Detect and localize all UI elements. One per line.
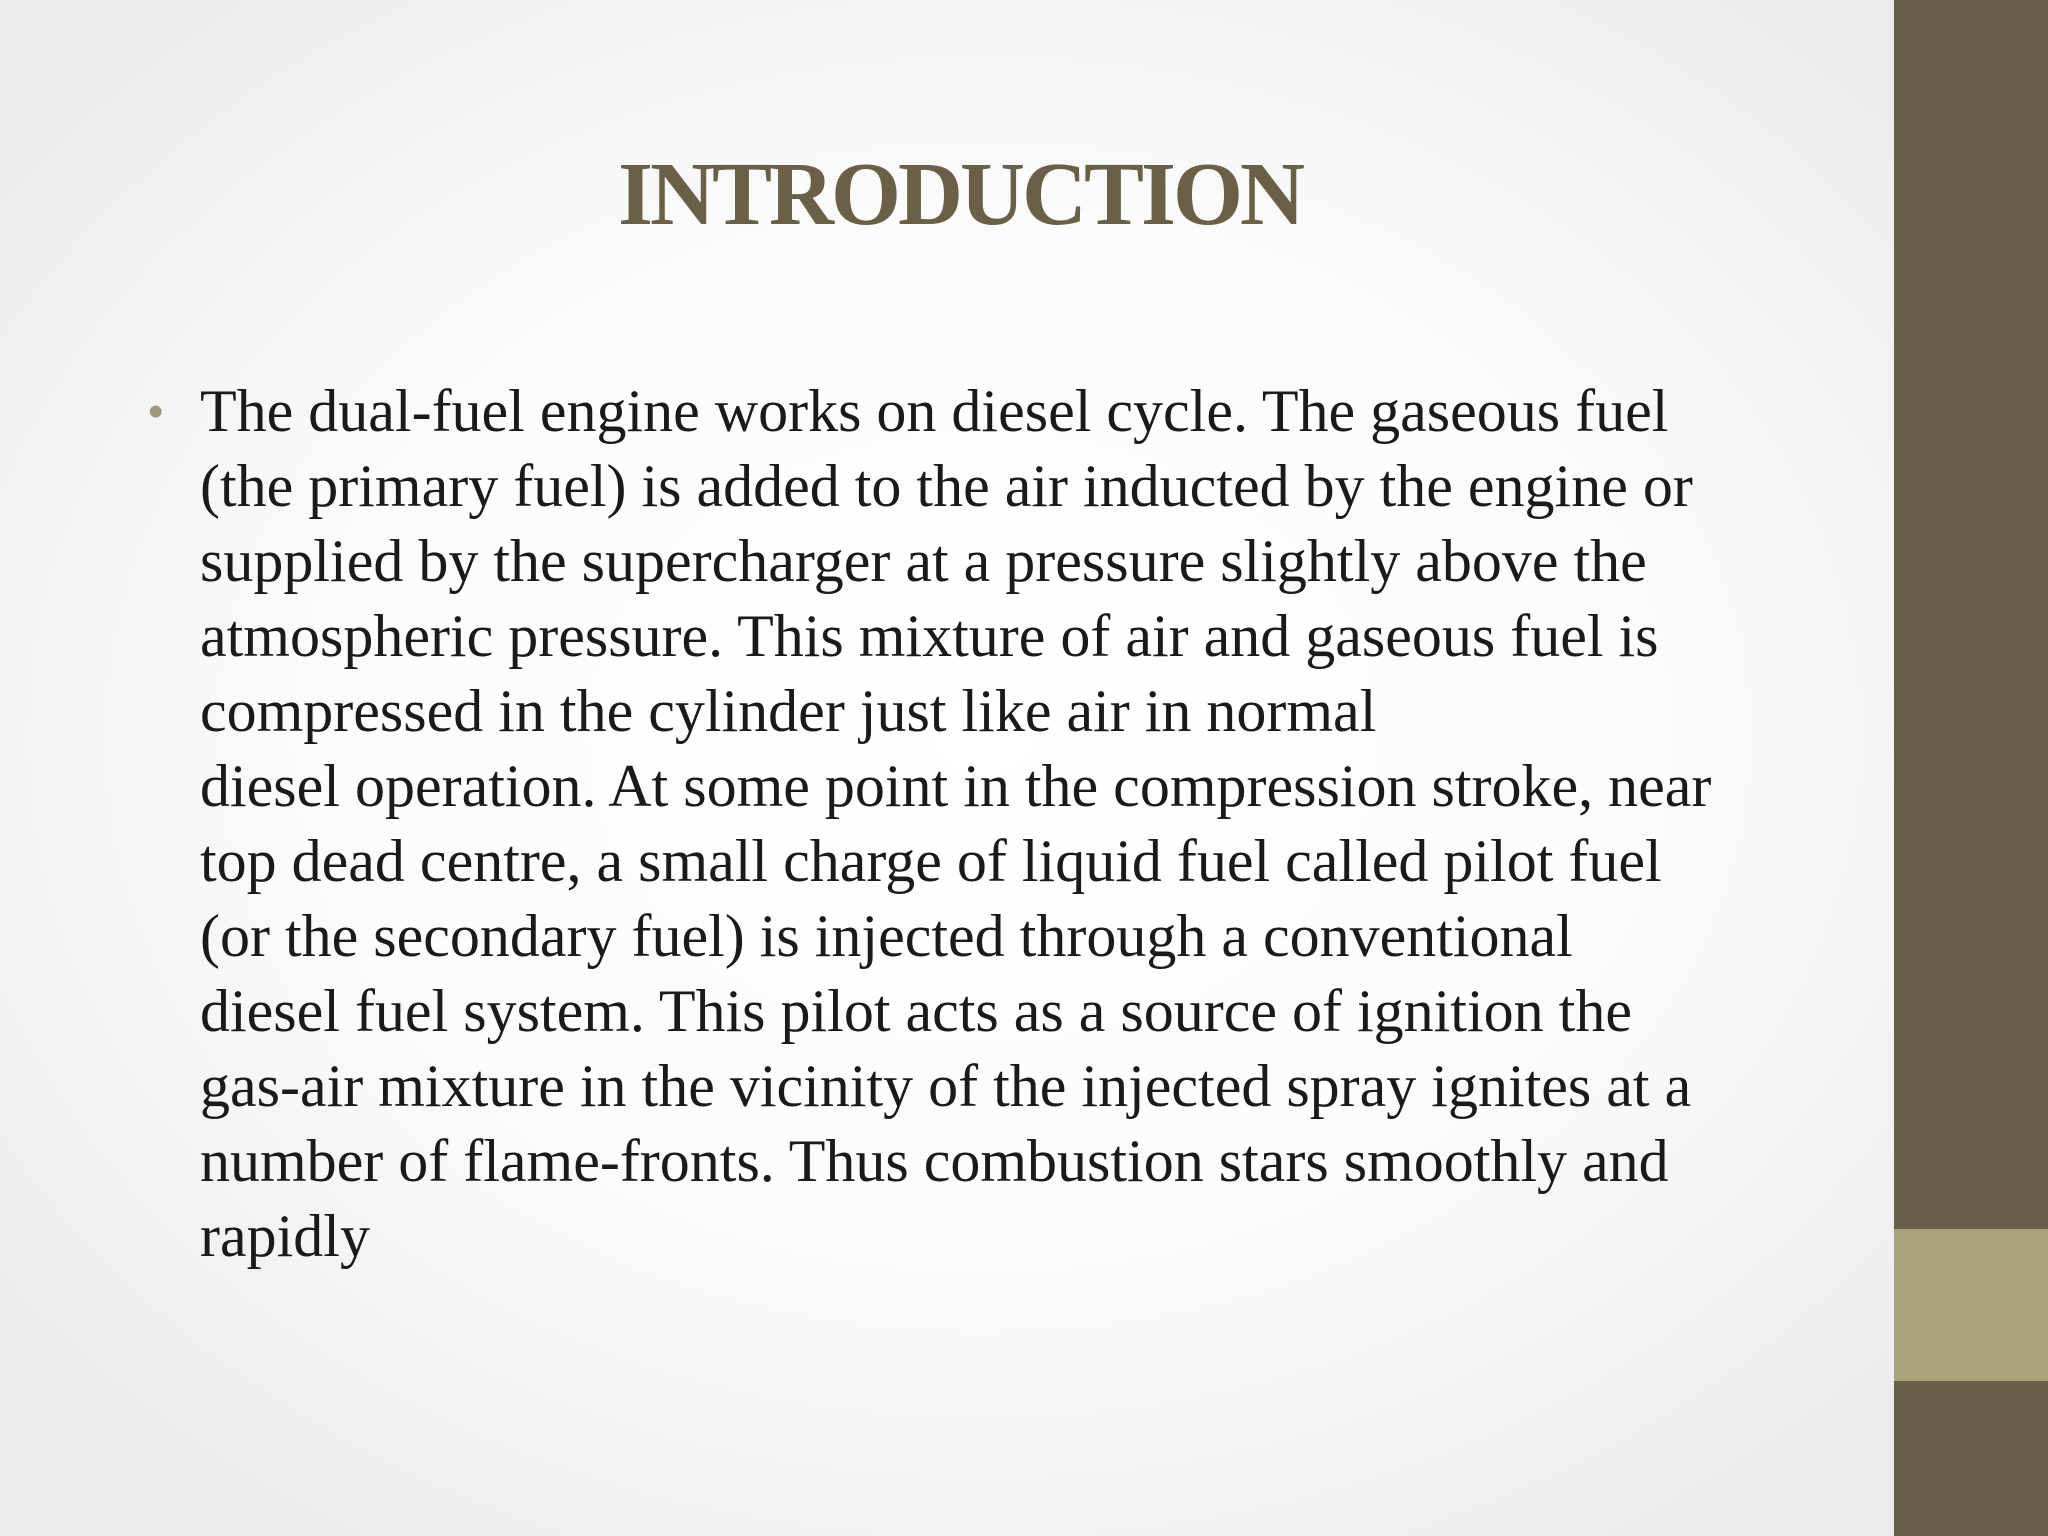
paragraph-line: atmospheric pressure. This mixture of air and gaseous fuel is xyxy=(200,603,1659,669)
paragraph-line: diesel fuel system. This pilot acts as a source of ignition the xyxy=(200,978,1632,1044)
paragraph-line: diesel operation. At some point in the compression stroke, near xyxy=(200,753,1712,819)
paragraph-line: supplied by the supercharger at a pressure slightly above the xyxy=(200,528,1647,594)
paragraph-line: top dead centre, a small charge of liquid fuel called pilot fuel xyxy=(200,828,1662,894)
bullet-paragraph xyxy=(200,374,1788,1274)
paragraph-line: The dual-fuel engine works on diesel cycle. The gaseous fuel xyxy=(200,378,1669,444)
paragraph-line: rapidly xyxy=(200,1203,370,1269)
bullet-item xyxy=(148,374,1788,1274)
paragraph-line: compressed in the cylinder just like air in normal xyxy=(200,678,1377,744)
paragraph-line: gas-air mixture in the vicinity of the injected spray ignites at a xyxy=(200,1053,1692,1119)
paragraph-line: (the primary fuel) is added to the air inducted by the engine or xyxy=(200,453,1693,519)
bullet-icon: • xyxy=(148,387,164,436)
side-bar-accent xyxy=(1894,1229,2048,1381)
slide-title: INTRODUCTION xyxy=(617,145,1303,244)
side-decoration-bar xyxy=(1894,0,2048,1536)
slide-body xyxy=(148,374,1788,1274)
paragraph-line: number of flame-fronts. Thus combustion stars smoothly and xyxy=(200,1128,1669,1194)
paragraph-line: (or the secondary fuel) is injected through a conventional xyxy=(200,903,1573,969)
